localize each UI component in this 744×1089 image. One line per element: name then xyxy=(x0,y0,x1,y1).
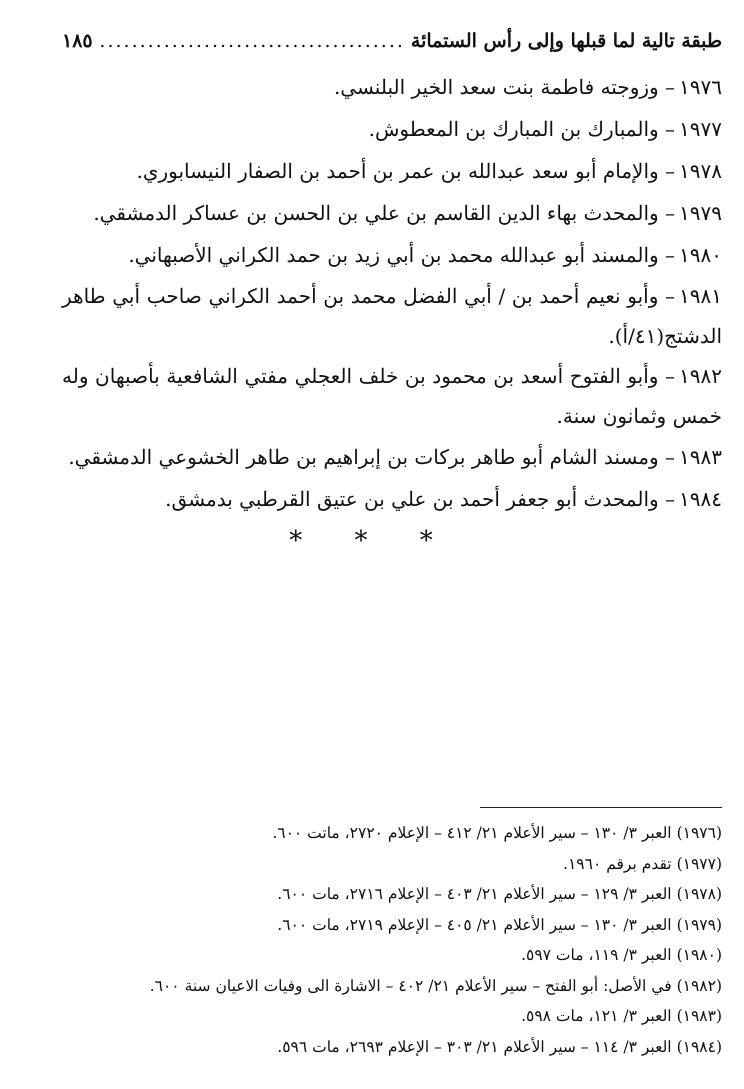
footnote-text: العبر ٣/ ١٢٩ – سير الأعلام ٢١/ ٤٠٣ – الإعلام ٢٧١٦، مات ٦٠٠. xyxy=(277,885,672,903)
entry xyxy=(62,66,722,108)
entry-text: – وأبو نعيم أحمد بن / أبي الفضل محمد بن أحمد الكراني صاحب أبي طاهر الدشتج(٤١/أ). xyxy=(62,284,722,348)
entry-number: ١٩٨١ xyxy=(679,284,722,308)
running-head xyxy=(62,30,722,66)
footnote xyxy=(62,818,722,849)
entry-number: ١٩٧٦ xyxy=(679,75,722,99)
entry-text: – ومسند الشام أبو طاهر بركات بن إبراهيم بن طاهر الخشوعي الدمشقي. xyxy=(68,445,676,469)
footnote xyxy=(62,879,722,910)
footnote-text: العبر ٣/ ١٣٠ – سير الأعلام ٢١/ ٤٠٥ – الإعلام ٢٧١٩، مات ٦٠٠. xyxy=(277,915,672,934)
page-number: ١٨٥ xyxy=(62,30,93,52)
footnotes xyxy=(62,818,722,1062)
entry xyxy=(62,234,722,276)
footnote-number: (١٩٧٩) xyxy=(676,915,722,934)
entry-text: – والمسند أبو عبدالله محمد بن أبي زيد بن حمد الكراني الأصبهاني. xyxy=(128,243,676,267)
entry-text: – والمبارك بن المبارك بن المعطوش. xyxy=(368,117,676,141)
leader-dots xyxy=(99,30,405,52)
entry xyxy=(62,478,722,520)
footnote xyxy=(62,849,722,880)
footnote-number: (١٩٨٤) xyxy=(676,1037,722,1056)
footnote-number: (١٩٨٣) xyxy=(676,1007,722,1025)
section-ornament: * * * xyxy=(289,526,455,556)
entry xyxy=(62,436,722,478)
entry-number: ١٩٨٤ xyxy=(679,487,722,511)
book-page xyxy=(62,30,722,1070)
footnote-text: العبر ٣/ ١٢١، مات ٥٩٨. xyxy=(521,1007,672,1025)
entry-number: ١٩٧٧ xyxy=(679,117,722,141)
footnote-number: (١٩٨٠) xyxy=(676,946,722,964)
footnote xyxy=(62,1032,722,1063)
entry xyxy=(62,108,722,150)
footnote-text: العبر ٣/ ١١٤ – سير الأعلام ٢١/ ٣٠٣ – الإعلام ٢٦٩٣، مات ٥٩٦. xyxy=(277,1037,672,1056)
running-head-title: طبقة تالية لما قبلها وإلى رأس الستمائة xyxy=(410,30,722,52)
entry-number: ١٩٧٨ xyxy=(679,159,722,183)
entries-list xyxy=(62,66,722,520)
footnote xyxy=(62,910,722,941)
footnote-text: العبر ٣/ ١١٩، مات ٥٩٧. xyxy=(521,946,672,964)
footnote-text: في الأصل: أبو الفتح – سير الأعلام ٢١/ ٤٠٢ – الاشارة الى وفيات الاعيان سنة ٦٠٠. xyxy=(149,976,672,995)
entry xyxy=(62,192,722,234)
entry-text: – وأبو الفتوح أسعد بن محمود بن خلف العجلي مفتي الشافعية بأصبهان وله خمس وثمانون سنة. xyxy=(62,364,722,428)
entry-number: ١٩٨٢ xyxy=(679,364,722,388)
footnote-number: (١٩٧٦) xyxy=(676,824,722,842)
entry-number: ١٩٧٩ xyxy=(679,201,722,225)
footnote-number: (١٩٧٨) xyxy=(676,885,722,903)
entry xyxy=(62,356,722,436)
footnote-text: العبر ٣/ ١٣٠ – سير الأعلام ٢١/ ٤١٢ – الإعلام ٢٧٢٠، ماتت ٦٠٠. xyxy=(272,824,672,842)
entry-number: ١٩٨٣ xyxy=(679,445,722,469)
footnote xyxy=(62,940,722,971)
footnote xyxy=(62,1001,722,1032)
entry xyxy=(62,150,722,192)
entry xyxy=(62,276,722,356)
entry-text: – والإمام أبو سعد عبدالله بن عمر بن أحمد بن الصفار النيسابوري. xyxy=(136,159,676,183)
footnote-text: تقدم برقم ١٩٦٠. xyxy=(563,854,672,873)
entry-number: ١٩٨٠ xyxy=(679,243,722,267)
footnote-number: (١٩٨٢) xyxy=(676,976,722,995)
entry-text: – والمحدث أبو جعفر أحمد بن علي بن عتيق القرطبي بدمشق. xyxy=(165,487,676,511)
footnote xyxy=(62,971,722,1002)
entry-text: – وزوجته فاطمة بنت سعد الخير البلنسي. xyxy=(333,75,676,99)
footnote-divider xyxy=(480,807,722,808)
footnote-number: (١٩٧٧) xyxy=(676,854,722,873)
entry-text: – والمحدث بهاء الدين القاسم بن علي بن الحسن بن عساكر الدمشقي. xyxy=(93,201,676,225)
